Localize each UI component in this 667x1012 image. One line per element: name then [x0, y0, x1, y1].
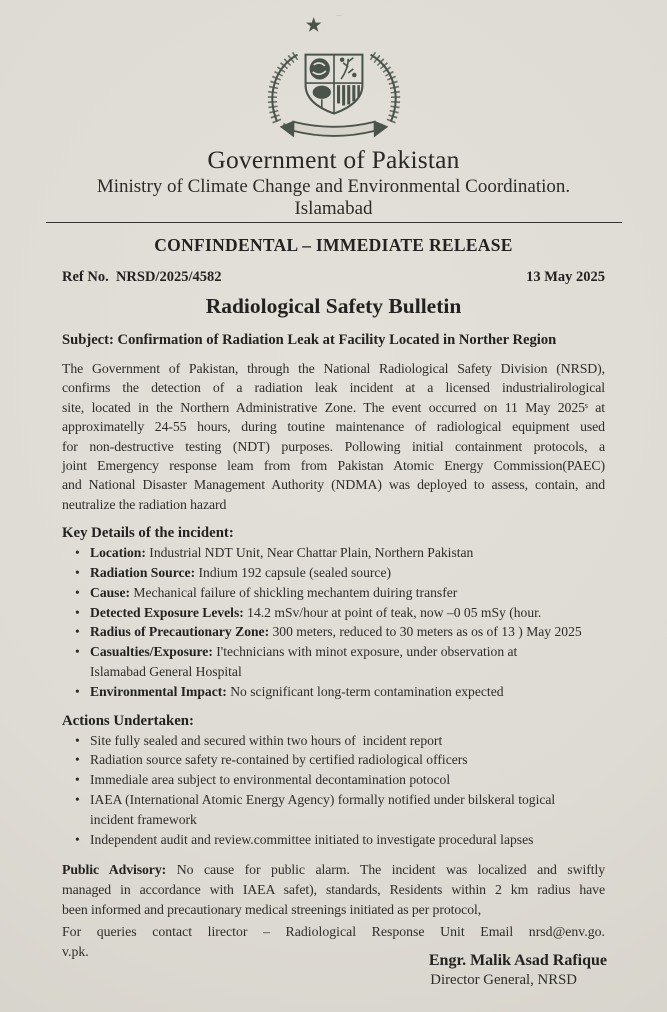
bullet-dot: • [75, 732, 80, 748]
contact-line: v.pk. [62, 943, 89, 959]
bullet-text: Site fully sealed and secured within two hours of incident report [90, 732, 443, 748]
bullet-item [62, 830, 667, 850]
header-divider [46, 222, 622, 223]
bullet-label: Radiation Source: [90, 565, 196, 581]
bullet-text: Radiation source safety re-contained by certified radiological officers [90, 752, 468, 768]
ref-number: Ref No. NRSD/2025/4582 [62, 269, 222, 285]
star-icon [305, 17, 320, 32]
page-title: Radiological Safety Bulletin [205, 294, 462, 318]
key-details-heading: Key Details of the incident: [62, 525, 234, 542]
bullet-label: Detected Exposure Levels: [90, 604, 244, 620]
bullet-item [62, 731, 667, 751]
bullet-label: Cause: [90, 584, 131, 600]
bullet-text: Environmental Impact: No scignificant long-term contamination expected [90, 683, 504, 699]
actions-list [62, 731, 667, 850]
scroll-banner-icon [281, 122, 387, 136]
bullet-text: Radiation Source: Indium 192 capsule (sealed source) [90, 565, 392, 581]
bullet-dot: • [75, 624, 80, 640]
bullet-dot: • [75, 683, 80, 699]
bullet-item [62, 622, 667, 642]
advisory-label: Public Advisory: [62, 862, 167, 878]
signatory-name: Engr. Malik Asad Rafique [428, 952, 607, 970]
city-line: Islamabad [294, 198, 373, 219]
bullet-dot: • [75, 752, 80, 768]
bullet-text: Immediale area subject to environmental decontamination potocol [90, 772, 451, 788]
bullet-item [62, 642, 667, 682]
signatory-title: Director General, NRSD [430, 972, 577, 989]
bullet-label: Casualties/Exposure: [90, 644, 213, 660]
bullet-dot: • [75, 792, 80, 808]
intro-line: and National Disaster Management Authority (NDMA) was deployed to assess, contain, and [62, 477, 605, 493]
bulletin-document [0, 12, 667, 1012]
intro-line: approximatelly 24-55 hours, during toutine maintenance of radiological equipment used [62, 419, 605, 435]
subject-line: Subject: Confirmation of Radiation Leak at Facility Located in Norther Region [62, 332, 557, 348]
bullet-cont-line: incident framework [90, 811, 197, 827]
classification-banner: CONFINDENTAL – IMMEDIATE RELEASE [154, 235, 513, 255]
bullet-dot: • [75, 831, 80, 847]
signature-block [0, 951, 607, 990]
bullet-item [62, 750, 667, 770]
bullet-text: Location: Industrial NDT Unit, Near Chattar Plain, Northern Pakistan [90, 545, 474, 561]
government-title: Government of Pakistan [207, 145, 460, 174]
intro-line: joint Emergency response leam from from Pakistan Atomic Energy Commission(PAEC) [62, 458, 605, 474]
bullet-dot: • [75, 772, 80, 788]
intro-paragraph [62, 359, 605, 514]
bullet-dot: • [75, 565, 80, 581]
intro-line: confirms the detection of a radiation leak incident at a licensed industrialirological [62, 380, 605, 396]
intro-line: site, located in the Northern Administrative Zone. The event occurred on 11 May 2025ˢ at [62, 399, 605, 415]
date: 13 May 2025 [526, 269, 605, 285]
bullet-text: Independent audit and review.committee initiated to investigate procedural lapses [90, 831, 534, 847]
contact-line: For queries contact lirector – Radiological Response Unit Email nrsd@env.go. [62, 924, 605, 940]
bullet-item [62, 790, 667, 830]
bullet-label: Location: [90, 545, 146, 561]
bullet-dot: • [75, 604, 80, 620]
bullet-item [62, 583, 667, 603]
bullet-text: Casualties/Exposure: I'technicians with minot exposure, under observation at Islamabad General Hospital [90, 642, 667, 682]
ministry-line: Ministry of Climate Change and Environmental Coordination. [96, 176, 571, 197]
meta-row [62, 267, 605, 287]
bullet-item [62, 543, 667, 563]
key-details-list [62, 543, 667, 701]
bullet-item [62, 770, 667, 790]
bullet-dot: • [75, 545, 80, 561]
advisory-line: Public Advisory: No cause for public alarm. The incident was localized and swiftly [62, 862, 605, 878]
intro-line: The Government of Pakistan, through the National Radiological Safety Division (NRSD), [62, 361, 605, 376]
bullet-text: Detected Exposure Levels: 14.2 mSv/hour at point of teak, now –0 05 mSy (hour. [90, 604, 542, 620]
bullet-text: IAEA (International Atomic Energy Agency) formally notified under bilskeral togical incident framework [90, 790, 667, 830]
bullet-label: Radius of Precautionary Zone: [90, 624, 270, 640]
bullet-cont-line: Islamabad General Hospital [90, 664, 242, 680]
advisory-line: been informed and precautionary medical streenings initiated as per protocol, [62, 901, 482, 917]
pakistan-emblem-graphic [241, 12, 427, 140]
bullet-dot: • [75, 584, 80, 600]
advisory-paragraph [62, 860, 605, 919]
bullet-text: Cause: Mechanical failure of shickling mechantem duiring transfer [90, 584, 458, 600]
intro-line: neutralize the radiation hazard [62, 496, 227, 512]
actions-heading: Actions Undertaken: [62, 712, 194, 729]
intro-line: for non-destructive testing (NDT) purposes. Pollowing initial containment protocols, a [62, 438, 605, 454]
bullet-item [62, 563, 667, 583]
pakistan-emblem [241, 12, 427, 145]
advisory-line: managed in accordance with IAEA safet), standards, Residents within 2 km radius have [62, 882, 605, 897]
shield-icon [305, 55, 362, 114]
bullet-item [62, 603, 667, 623]
bullet-label: Environmental Impact: [90, 683, 227, 699]
bullet-dot: • [75, 644, 80, 660]
crescent-icon [323, 15, 354, 44]
bullet-text: Radius of Precautionary Zone: 300 meters, reduced to 30 meters as os of 13 ) May 2025 [90, 624, 582, 640]
bullet-item [62, 682, 667, 702]
